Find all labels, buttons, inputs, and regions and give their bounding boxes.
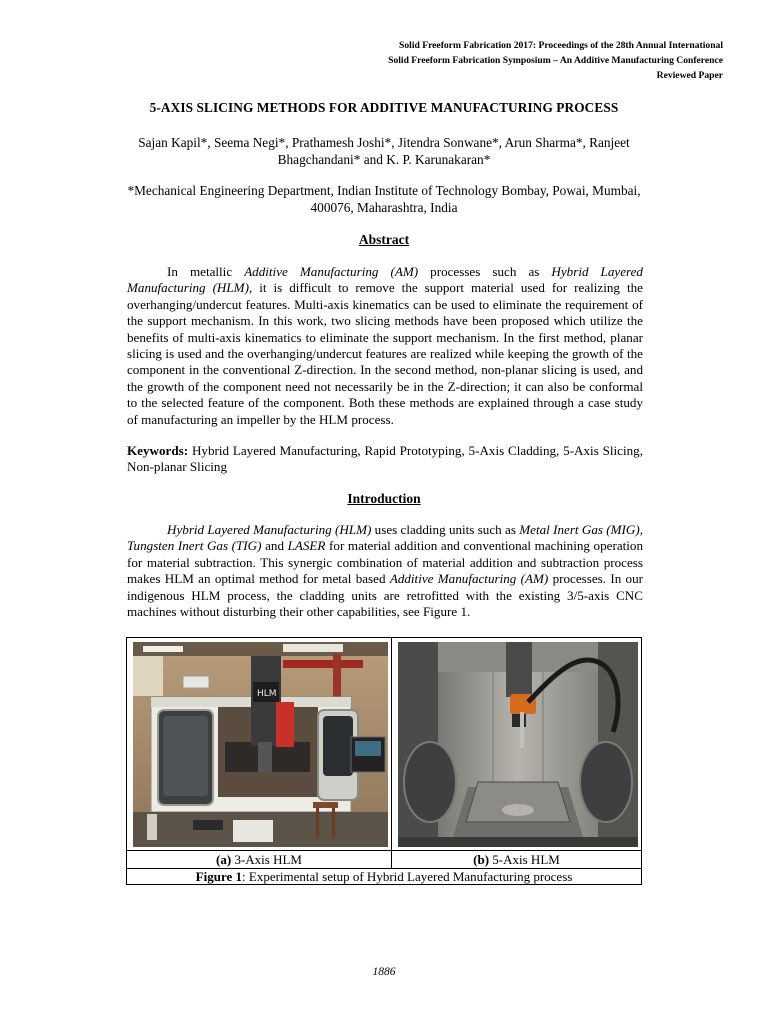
abstract-heading: Abstract: [358, 232, 410, 247]
photo-3-axis-hlm: [133, 642, 388, 847]
header-line-3: Reviewed Paper: [656, 70, 723, 81]
photo-5-axis-hlm: [398, 642, 638, 847]
introduction-heading: Introduction: [347, 491, 421, 506]
subfigure-caption-a: (a) 3-Axis HLM: [216, 852, 302, 867]
header-line-1: Solid Freeform Fabrication 2017: Proceedings of the 28th Annual International: [399, 40, 723, 51]
keywords-label: Keywords:: [127, 443, 189, 458]
abstract-paragraph: In metallic Additive Manufacturing (AM) processes such as Hybrid Layered Manufacturing (HLM), it is difficult to remove the support material used for realizing the overhanging/undercut features. Multi-axis kinematics can be used to eliminate the requirement of the support mechanism. In this work, two slicing methods have been proposed which utilize the benefits of multi-axis kinematics to eliminate the support mechanism. In the first method, planar slicing is used and the overhanging/undercut features are realized while keeping the growth of the component in the conventional Z-direction. In the second method, non-planar slicing is used, and the growth of the component need not necessarily be in the Z-direction; it can also be conformal to the selected feature of the component. Both these methods are explained through a case study of manufacturing an impeller by the HLM process.: [127, 264, 643, 427]
keywords-paragraph: Keywords: Hybrid Layered Manufacturing, Rapid Prototyping, 5-Axis Cladding, 5-Axis Slicing, Non-planar Slicing: [127, 443, 643, 475]
figure-1: [126, 637, 642, 885]
header-line-2: Solid Freeform Fabrication Symposium – An Additive Manufacturing Conference: [388, 55, 723, 66]
page-number: 1886: [372, 966, 396, 978]
subfigure-caption-b: (b) 5-Axis HLM: [473, 852, 560, 867]
running-header: [388, 38, 723, 83]
affiliation: *Mechanical Engineering Department, Indian Institute of Technology Bombay, Powai, Mumbai, 400076, Maharashtra, India: [127, 183, 641, 215]
paper-title: 5-AXIS SLICING METHODS FOR ADDITIVE MANUFACTURING PROCESS: [149, 100, 619, 115]
figure-caption: Figure 1: Experimental setup of Hybrid Layered Manufacturing process: [195, 869, 573, 884]
author-list: Sajan Kapil*, Seema Negi*, Prathamesh Joshi*, Jitendra Sonwane*, Arun Sharma*, Ranjeet Bhagchandani* and K. P. Karunakaran*: [138, 135, 630, 167]
introduction-paragraph: Hybrid Layered Manufacturing (HLM) uses cladding units such as Metal Inert Gas (MIG), Tungsten Inert Gas (TIG) and LASER for material addition and conventional machining operation for material subtraction. This synergic combination of material addition and subtraction process makes HLM an optimal method for metal based Additive Manufacturing (AM) processes. In our indigenous HLM process, the cladding units are retrofitted with the existing 3/5-axis CNC machines without disturbing their other capabilities, see Figure 1.: [127, 522, 644, 620]
hlm-sign: HLM: [257, 689, 277, 699]
